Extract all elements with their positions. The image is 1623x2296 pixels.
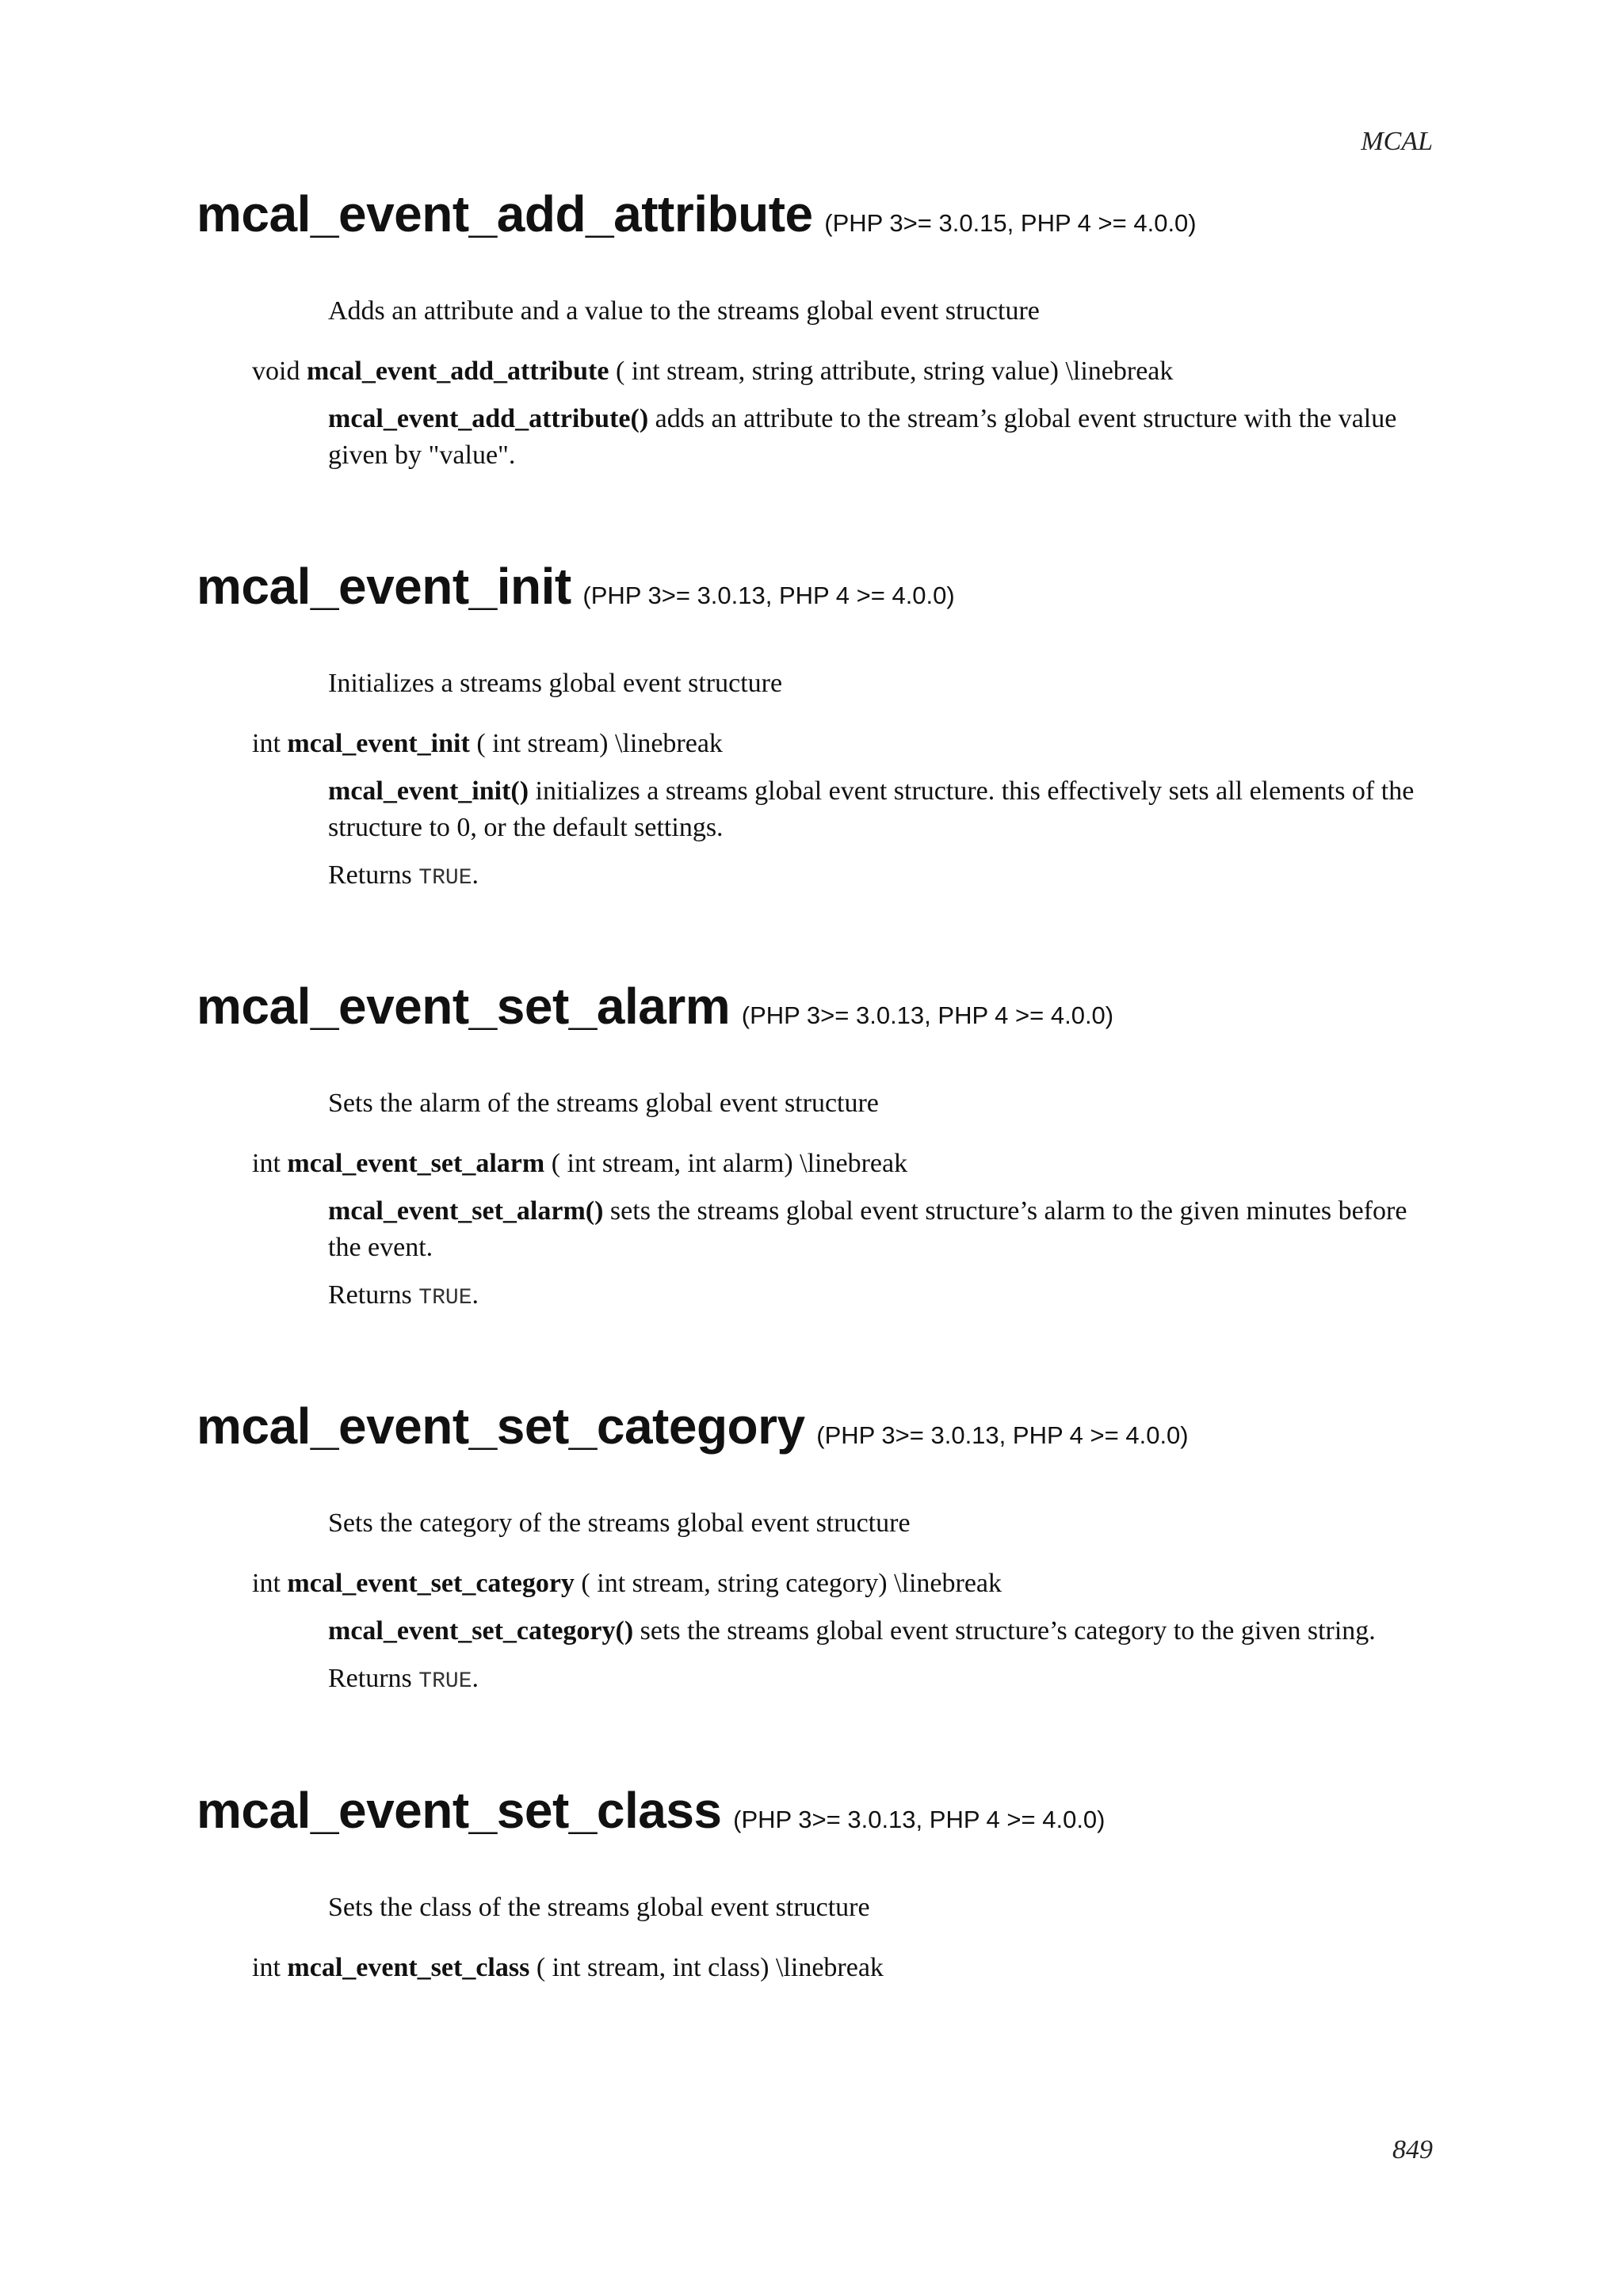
version-info: (PHP 3>= 3.0.13, PHP 4 >= 4.0.0) xyxy=(582,582,955,609)
description xyxy=(328,401,1438,474)
description xyxy=(328,773,1438,846)
returns-suffix: . xyxy=(472,1664,479,1693)
entry-mcal-event-set-class xyxy=(197,1782,1433,1986)
entry-title xyxy=(197,1782,1433,1839)
function-name: mcal_event_add_attribute xyxy=(197,185,813,242)
function-synopsis xyxy=(252,353,1433,390)
version-info: (PHP 3>= 3.0.13, PHP 4 >= 4.0.0) xyxy=(733,1806,1106,1833)
function-name: mcal_event_set_alarm xyxy=(197,978,731,1035)
function-synopsis xyxy=(252,726,1433,762)
synopsis-function-name: mcal_event_set_category xyxy=(287,1569,575,1598)
returns-prefix: Returns xyxy=(328,1280,419,1310)
returns-suffix: . xyxy=(472,860,479,890)
return-type: int xyxy=(252,729,281,758)
returns-line xyxy=(328,857,1433,897)
return-constant: TRUE xyxy=(418,866,472,891)
return-type: int xyxy=(252,1149,281,1178)
page-number: 849 xyxy=(1392,2135,1433,2164)
entry-title xyxy=(197,1398,1433,1455)
entry-mcal-event-init xyxy=(197,558,1433,897)
returns-prefix: Returns xyxy=(328,860,419,890)
return-type: int xyxy=(252,1569,281,1598)
version-info: (PHP 3>= 3.0.15, PHP 4 >= 4.0.0) xyxy=(824,209,1197,237)
synopsis-function-name: mcal_event_init xyxy=(287,729,470,758)
synopsis-params: ( int stream, string category) \linebreak xyxy=(574,1569,1002,1598)
version-info: (PHP 3>= 3.0.13, PHP 4 >= 4.0.0) xyxy=(741,1001,1114,1029)
purpose-text: Adds an attribute and a value to the streams global event structure xyxy=(328,296,1040,326)
description-function-ref: mcal_event_set_category() xyxy=(328,1616,634,1646)
function-synopsis xyxy=(252,1146,1433,1182)
description-function-ref: mcal_event_add_attribute() xyxy=(328,404,649,433)
function-name: mcal_event_set_class xyxy=(197,1782,722,1839)
description-text: adds an attribute to the stream’s global event structure with the value given by "value". xyxy=(328,404,1397,470)
description xyxy=(328,1613,1438,1650)
description-text: initializes a streams global event structure. this effectively sets all elements of the structure to 0, or the default settings. xyxy=(328,776,1415,842)
returns-line xyxy=(328,1277,1433,1317)
purpose-text: Sets the alarm of the streams global event structure xyxy=(328,1089,879,1118)
synopsis-function-name: mcal_event_set_alarm xyxy=(287,1149,545,1178)
returns-line xyxy=(328,1661,1433,1700)
description-function-ref: mcal_event_set_alarm() xyxy=(328,1196,604,1226)
function-synopsis xyxy=(252,1566,1433,1602)
entry-mcal-event-set-alarm xyxy=(197,978,1433,1317)
description-function-ref: mcal_event_init() xyxy=(328,776,529,806)
entry-title xyxy=(197,185,1433,242)
return-type: int xyxy=(252,1953,281,1982)
synopsis-params: ( int stream) \linebreak xyxy=(469,729,723,758)
entry-title xyxy=(197,558,1433,615)
synopsis-function-name: mcal_event_set_class xyxy=(287,1953,530,1982)
return-type: void xyxy=(252,357,300,386)
version-info: (PHP 3>= 3.0.13, PHP 4 >= 4.0.0) xyxy=(816,1421,1189,1449)
function-name: mcal_event_init xyxy=(197,558,571,615)
function-name: mcal_event_set_category xyxy=(197,1398,805,1455)
description-text: sets the streams global event structure’s alarm to the given minutes before the event. xyxy=(328,1196,1407,1262)
returns-suffix: . xyxy=(472,1280,479,1310)
return-constant: TRUE xyxy=(418,1669,472,1694)
description-text: sets the streams global event structure’s category to the given string. xyxy=(633,1616,1376,1646)
synopsis-params: ( int stream, int alarm) \linebreak xyxy=(544,1149,908,1178)
running-header: MCAL xyxy=(1361,127,1433,156)
entry-title xyxy=(197,978,1433,1035)
synopsis-params: ( int stream, string attribute, string value) \linebreak xyxy=(609,357,1174,386)
entry-mcal-event-add-attribute xyxy=(197,185,1433,474)
synopsis-function-name: mcal_event_add_attribute xyxy=(306,357,609,386)
description xyxy=(328,1193,1438,1266)
returns-prefix: Returns xyxy=(328,1664,419,1693)
purpose-text: Sets the class of the streams global event structure xyxy=(328,1893,870,1922)
entry-mcal-event-set-category xyxy=(197,1398,1433,1700)
function-synopsis xyxy=(252,1950,1433,1986)
return-constant: TRUE xyxy=(418,1286,472,1310)
synopsis-params: ( int stream, int class) \linebreak xyxy=(529,1953,884,1982)
purpose-text: Initializes a streams global event structure xyxy=(328,669,783,698)
purpose-text: Sets the category of the streams global event structure xyxy=(328,1508,911,1538)
